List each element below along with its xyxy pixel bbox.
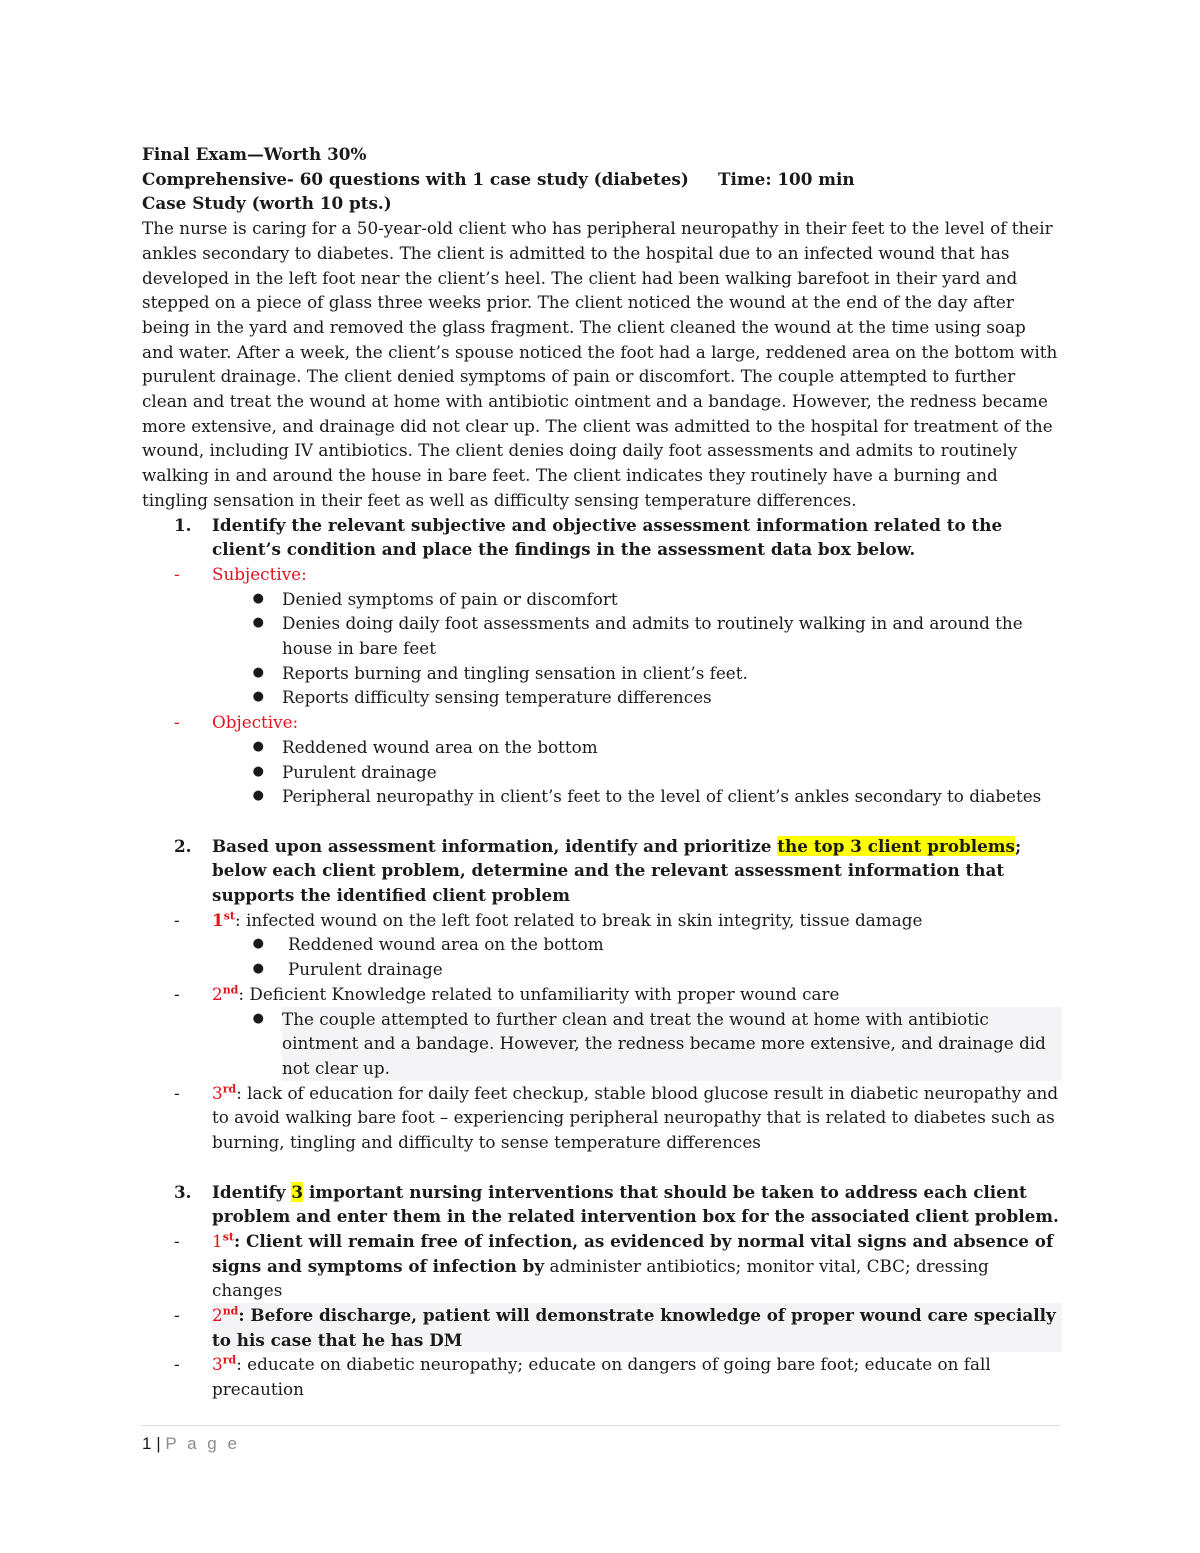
ordinal-suffix: rd [222,1353,237,1367]
intervention-2 [142,1303,1062,1352]
ordinal-suffix: st [223,909,235,923]
intervention-text: : educate on diabetic neuropathy; educate on dangers of going bare foot; educate on fall precaution [212,1354,991,1400]
problem-1-list [142,932,1062,981]
list-item: ● Reports difficulty sensing temperature differences [142,685,1062,710]
bullet-icon: ● [252,961,264,977]
ordinal: 2 [212,983,223,1004]
spacer [142,1155,1062,1180]
list-item: ● Reports burning and tingling sensation in client’s feet. [142,661,1062,686]
dash-marker: - [174,983,180,1004]
problem-text: : Deficient Knowledge related to unfamiliarity with proper wound care [238,983,840,1004]
problem-text: : lack of education for daily feet checkup, stable blood glucose result in diabetic neuropathy and to avoid walking bare foot – experiencing peripheral neuropathy that is related to diabetes such as burning, tingling and difficulty to sense temperature differences [212,1082,1059,1153]
problem-2 [142,982,1062,1007]
bullet-icon: ● [252,763,264,779]
subjective-heading [142,562,1062,587]
intervention-goal: : Before discharge, patient will demonstrate knowledge of proper wound care specially to his case that he has DM [212,1305,1056,1350]
question-number: 1. [174,514,192,535]
objective-heading [142,710,1062,735]
intervention-3 [142,1352,1062,1401]
objective-label: Objective: [212,712,299,733]
page-number: 1 [142,1434,152,1453]
objective-list [142,735,1062,809]
dash-marker: - [174,1305,180,1326]
bullet-icon: ● [252,738,264,754]
dash-marker: - [174,1082,180,1103]
list-item: ● Purulent drainage [142,760,1062,785]
question-1 [142,513,1062,562]
intervention-goal: : Client will remain free of infection, as evidenced by normal vital signs and absence of signs and symptoms of infection by [212,1230,1054,1276]
intervention-1 [142,1229,1062,1303]
document-body [142,142,1062,1402]
subjective-list [142,587,1062,711]
question-3 [142,1180,1062,1229]
highlighted-text: the top 3 client problems [777,835,1015,856]
bullet-icon: ● [252,590,264,606]
list-item: ● The couple attempted to further clean and treat the wound at home with antibiotic ointment and a bandage. However, the redness became more extensive, and drainage did not clear up. [142,1007,1062,1081]
question-number: 2. [174,835,192,856]
highlighted-text: 3 [291,1181,304,1202]
dash-marker: - [174,1230,180,1251]
problem-2-list [142,1007,1062,1081]
exam-scope: Comprehensive- 60 questions with 1 case study (diabetes) [142,168,689,189]
case-study-label: Case Study (worth 10 pts.) [142,193,392,214]
ordinal: 3 [212,1082,223,1103]
problem-text: : infected wound on the left foot related to break in skin integrity, tissue damage [234,909,923,930]
bullet-icon: ● [252,664,264,680]
question-number: 3. [174,1181,192,1202]
ordinal: 3 [212,1354,223,1375]
ordinal: 2 [212,1305,223,1326]
ordinal-suffix: rd [222,1082,237,1096]
spacer [142,809,1062,834]
question-text: Identify the relevant subjective and objective assessment information related to the client’s condition and place the findings in the assessment data box below. [212,514,1003,560]
dash-marker: - [174,909,180,930]
exam-subtitle [142,167,1062,192]
ordinal-suffix: nd [222,1304,239,1318]
list-item: ● Purulent drainage [142,957,1062,982]
list-item: ● Reddened wound area on the bottom [142,735,1062,760]
question-text: Identify 3 important nursing interventions that should be taken to address each client problem and enter them in the related intervention box for the associated client problem. [212,1181,1059,1227]
case-scenario: The nurse is caring for a 50-year-old client who has peripheral neuropathy in their feet to the level of their ankles secondary to diabetes. The client is admitted to the hospital due to an infected wound that has developed in the left foot near the client’s heel. The client had been walking barefoot in their yard and stepped on a piece of glass three weeks prior. The client noticed the wound at the end of the day after being in the yard and removed the glass fragment. The client cleaned the wound at the time using soap and water. After a week, the client’s spouse noticed the foot had a large, reddened area on the bottom with purulent drainage. The client denied symptoms of pain or discomfort. The couple attempted to further clean and treat the wound at home with antibiotic ointment and a bandage. However, the redness became more extensive, and drainage did not clear up. The client was admitted to the hospital for treatment of the wound, including IV antibiotics. The client denies doing daily foot assessments and admits to routinely walking in and around the house in bare feet. The client indicates they routinely have a burning and tingling sensation in their feet as well as difficulty sensing temperature differences. [142,218,1058,510]
dash-marker: - [174,1354,180,1375]
bullet-icon: ● [252,615,264,631]
page-label: P a g e [165,1434,240,1453]
exam-time: Time: 100 min [718,168,855,189]
dash-marker: - [174,563,180,584]
list-item: ● Denies doing daily foot assessments and admits to routinely walking in and around the house in bare feet [142,611,1062,660]
footer-separator: | [156,1434,161,1453]
dash-marker: - [174,712,180,733]
question-2 [142,834,1062,908]
list-item: ● Denied symptoms of pain or discomfort [142,587,1062,612]
ordinal: 1 [212,1230,223,1251]
list-item: ● Peripheral neuropathy in client’s feet to the level of client’s ankles secondary to diabetes [142,784,1062,809]
bullet-icon: ● [252,1010,264,1026]
problem-3 [142,1081,1062,1155]
problem-1 [142,908,1062,933]
intervention-text: administer antibiotics; monitor vital, CBC; dressing changes [212,1255,989,1301]
ordinal-suffix: nd [222,983,239,997]
bullet-icon: ● [252,689,264,705]
exam-title: Final Exam—Worth 30% [142,144,367,164]
list-item: ● Reddened wound area on the bottom [142,932,1062,957]
bullet-icon: ● [252,788,264,804]
question-text: Based upon assessment information, identify and prioritize the top 3 client problems; below each client problem, determine and the relevant assessment information that supports the identified client problem [212,835,1022,906]
bullet-icon: ● [252,936,264,952]
ordinal-suffix: st [222,1230,234,1244]
subjective-label: Subjective: [212,563,307,584]
page-footer [142,1425,1060,1454]
ordinal: 1 [212,909,224,930]
